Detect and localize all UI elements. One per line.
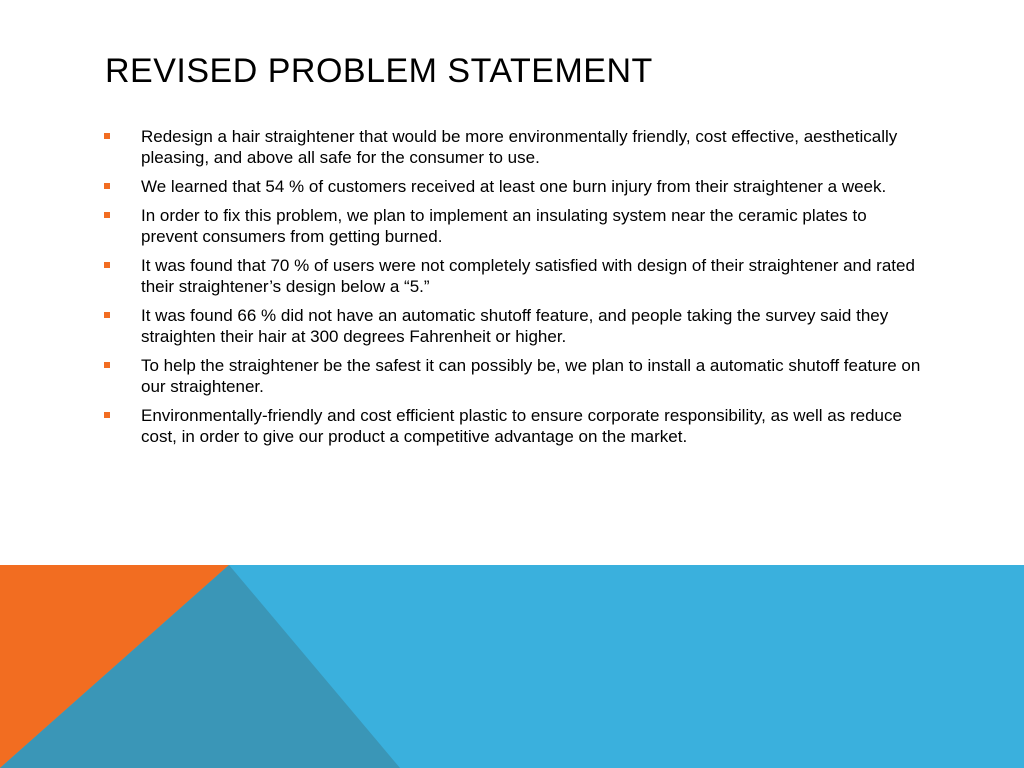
list-item xyxy=(104,355,924,397)
square-bullet-icon xyxy=(104,133,110,139)
bullet-text: Environmentally-friendly and cost efficient plastic to ensure corporate responsibility, as well as reduce cost, in order to give our product a competitive advantage on the market. xyxy=(141,406,902,446)
square-bullet-icon xyxy=(104,362,110,368)
square-bullet-icon xyxy=(104,262,110,268)
list-item xyxy=(104,126,924,168)
list-item xyxy=(104,305,924,347)
list-item xyxy=(104,405,924,447)
bullet-text: Redesign a hair straightener that would be more environmentally friendly, cost effective, aesthetically pleasing, and above all safe for the consumer to use. xyxy=(141,127,898,167)
bullet-text: In order to fix this problem, we plan to implement an insulating system near the ceramic plates to prevent consumers from getting burned. xyxy=(141,206,867,246)
bullet-text: We learned that 54 % of customers received at least one burn injury from their straightener a week. xyxy=(141,177,887,196)
list-item xyxy=(104,255,924,297)
square-bullet-icon xyxy=(104,412,110,418)
list-item xyxy=(104,176,924,197)
square-bullet-icon xyxy=(104,212,110,218)
slide-title: REVISED PROBLEM STATEMENT xyxy=(105,52,653,90)
square-bullet-icon xyxy=(104,312,110,318)
bullet-text: It was found that 70 % of users were not completely satisfied with design of their straightener and rated their straightener’s design below a “5.” xyxy=(141,256,915,296)
square-bullet-icon xyxy=(104,183,110,189)
bullet-list xyxy=(104,126,924,455)
bullet-text: It was found 66 % did not have an automatic shutoff feature, and people taking the survey said they straighten their hair at 300 degrees Fahrenheit or higher. xyxy=(141,306,889,346)
list-item xyxy=(104,205,924,247)
footer-decoration xyxy=(0,565,1024,768)
bullet-text: To help the straightener be the safest it can possibly be, we plan to install a automatic shutoff feature on our straightener. xyxy=(141,356,921,396)
